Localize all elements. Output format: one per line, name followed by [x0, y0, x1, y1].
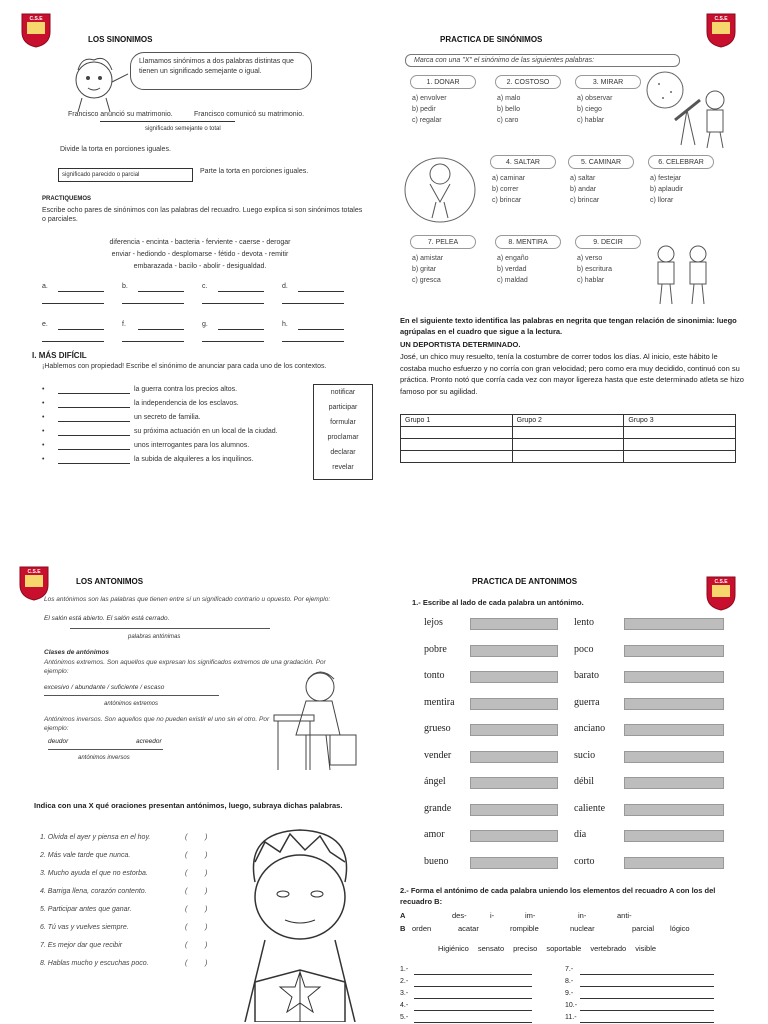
jumping-girl-illustration — [400, 150, 480, 225]
boy-reading-illustration — [225, 822, 375, 1022]
pair-answer-line-1[interactable] — [58, 329, 104, 330]
antonym-answer-box[interactable] — [470, 618, 558, 630]
answer-line[interactable] — [414, 1022, 532, 1023]
antonym-word-left: mentira — [424, 696, 455, 708]
antonimos-definition: Los antónimos son las palabras que tienen entre sí un significado contrario u opuesto. Por ejemplo: — [44, 596, 331, 603]
paren-close: ) — [205, 960, 208, 967]
brace-label-2: antónimos extremos — [104, 701, 159, 707]
antonym-word-right: poco — [574, 643, 594, 655]
difficult-title: MÁS DIFÍCIL — [38, 351, 87, 360]
sentence-text: 4. Barriga llena, corazón contento. — [40, 888, 147, 895]
verb-option: notificar — [330, 389, 356, 396]
clases-title: Clases de antónimos — [44, 649, 110, 656]
synonym-option[interactable]: a) festejar — [650, 175, 682, 182]
synonym-word-card: 3. MIRAR — [575, 75, 641, 89]
antonym-word-right: sucio — [574, 749, 596, 761]
synonym-option[interactable]: c) regalar — [412, 117, 442, 124]
antonym-word-grid — [424, 617, 744, 882]
difficult-instructions: ¡Hablemos con propiedad! Escribe el sinónimo de anunciar para cada uno de los contextos. — [42, 363, 327, 370]
pair-label: e. — [42, 321, 48, 328]
antonym-word-right: corto — [574, 855, 595, 867]
synonym-option[interactable]: a) verso — [577, 255, 603, 262]
synonym-group — [575, 235, 651, 284]
synonym-word-card: 5. CAMINAR — [568, 155, 634, 169]
paren-close: ) — [205, 870, 208, 877]
synonym-word-card: 1. DONAR — [410, 75, 476, 89]
badge-text: C.S.E — [29, 16, 43, 22]
root-word-item: soportable — [546, 944, 582, 953]
synonym-group — [490, 155, 566, 204]
row-a-label: A — [400, 911, 406, 920]
table-cell[interactable] — [401, 451, 513, 463]
antonym-answer-box[interactable] — [624, 618, 724, 630]
antonym-answer-box[interactable] — [470, 698, 558, 710]
antonym-word-right: débil — [574, 776, 594, 787]
synonym-option[interactable]: c) maldad — [497, 277, 528, 284]
synonym-option[interactable]: c) caro — [497, 117, 519, 124]
table-cell[interactable] — [512, 451, 624, 463]
example-sentence-4: Parte la torta en porciones iguales. — [200, 168, 309, 175]
synonym-option[interactable]: b) correr — [492, 186, 519, 193]
verb-option: participar — [328, 404, 358, 411]
pair-answer-line-1[interactable] — [218, 329, 264, 330]
word-list-line-1: diferencia - encinta - bacteria - ferviente - caerse - derogar — [109, 239, 291, 246]
pair-cell — [282, 321, 360, 343]
pair-label: a. — [42, 283, 48, 290]
sentence-item[interactable] — [40, 924, 220, 942]
verb-box — [313, 384, 373, 480]
context-text: un secreto de familia. — [134, 414, 201, 421]
pair-answer-line-1[interactable] — [138, 329, 184, 330]
table-cell[interactable] — [624, 439, 736, 451]
sentence-item[interactable] — [40, 888, 220, 906]
synonym-option[interactable]: c) llorar — [650, 197, 674, 204]
root-word-item: visible — [635, 944, 657, 953]
word-row-b — [400, 924, 740, 933]
paren-close: ) — [205, 888, 208, 895]
mark-instruction: Marca con una "X" el sinónimo de las siguientes palabras: — [405, 54, 680, 67]
antonimos-instruction-1: 1.- Escribe al lado de cada palabra un antónimo. — [412, 598, 584, 607]
pair-answer-line-2[interactable] — [202, 341, 264, 342]
root-word-item: nuclear — [570, 924, 595, 933]
synonym-word-card: 6. CELEBRAR — [648, 155, 714, 169]
practica-sinonimos-title: PRACTICA DE SINÓNIMOS — [440, 35, 543, 44]
synonym-option[interactable]: b) pedir — [412, 106, 436, 113]
table-cell[interactable] — [512, 439, 624, 451]
root-word-item: rompible — [510, 924, 539, 933]
context-answer-line[interactable] — [58, 407, 130, 408]
practice-title: PRACTIQUEMOS — [42, 196, 92, 202]
sentence-text: 2. Más vale tarde que nunca. — [40, 852, 131, 859]
sinonimos-title: LOS SINONIMOS — [88, 35, 153, 44]
inversos-definition: Antónimos inversos. Son aquellos que no pueden existir el uno sin el otro. Por ejemplo: — [44, 716, 270, 732]
antonym-answer-box[interactable] — [624, 645, 724, 657]
sentence-item[interactable] — [40, 960, 220, 978]
pair-answer-line-2[interactable] — [122, 303, 184, 304]
antonym-answer-box[interactable] — [624, 830, 724, 842]
context-item — [42, 386, 312, 400]
school-crest-logo — [705, 12, 737, 48]
antonimos-title: LOS ANTONIMOS — [76, 577, 144, 586]
synonym-word-card: 7. PELEA — [410, 235, 476, 249]
pair-answer-line-2[interactable] — [202, 303, 264, 304]
pair-cell — [202, 321, 280, 343]
antonym-word-left: tonto — [424, 670, 445, 681]
root-word-item: sensato — [477, 944, 505, 953]
group-header-2: Grupo 2 — [512, 415, 624, 427]
group-header-1: Grupo 1 — [401, 415, 513, 427]
synonym-option[interactable]: a) amistar — [412, 255, 444, 262]
prefix-item: i- — [490, 911, 495, 920]
answer-number: 11.- — [565, 1014, 577, 1021]
child-telescope-illustration — [645, 70, 740, 150]
word-row-c — [438, 944, 738, 953]
sentence-list — [40, 834, 220, 978]
bullet: • — [42, 400, 45, 407]
answer-number: 4.- — [400, 1002, 409, 1009]
antonym-answer-box[interactable] — [624, 804, 724, 816]
synonym-option[interactable]: c) hablar — [577, 117, 605, 124]
synonym-option[interactable]: b) aplaudir — [650, 186, 684, 193]
context-answer-line[interactable] — [58, 463, 130, 464]
pair-label: b. — [122, 283, 128, 290]
answer-lines — [400, 966, 740, 1024]
answer-number: 10.- — [565, 1002, 578, 1009]
antonym-answer-box[interactable] — [470, 804, 558, 816]
sentence-item[interactable] — [40, 906, 220, 924]
answer-number: 2.- — [400, 978, 409, 985]
sentence-text: 5. Participar antes que ganar. — [40, 906, 132, 913]
context-item — [42, 414, 312, 428]
context-answer-line[interactable] — [58, 393, 130, 394]
pair-answer-line-1[interactable] — [58, 291, 104, 292]
answer-number: 9.- — [565, 990, 574, 997]
antonym-word-left: bueno — [424, 855, 449, 867]
synonym-group — [568, 155, 644, 204]
groups-table — [400, 414, 736, 463]
antonym-answer-box[interactable] — [470, 751, 558, 763]
practice-instructions: Escribe ocho pares de sinónimos con las palabras del recuadro. Luego explica si son sinónimos totales o parciales. — [42, 207, 363, 224]
antonym-answer-box[interactable] — [624, 777, 724, 789]
synonym-option[interactable]: c) brincar — [570, 197, 600, 204]
synonym-option[interactable]: a) caminar — [492, 175, 526, 182]
synonym-word-card: 2. COSTOSO — [495, 75, 561, 89]
prefix-item: in- — [578, 911, 587, 920]
example-sentence-3: Divide la torta en porciones iguales. — [60, 146, 171, 153]
antonym-answer-box[interactable] — [624, 698, 724, 710]
answer-number: 5.- — [400, 1014, 409, 1021]
sentence-text: 1. Olvida el ayer y piensa en el hoy. — [40, 834, 151, 841]
answer-line[interactable] — [414, 1010, 532, 1011]
boy-thinking-illustration — [62, 52, 132, 112]
antonym-answer-box[interactable] — [470, 724, 558, 736]
example-sentence-1: Francisco anunció su matrimonio. — [68, 111, 173, 118]
example-sentence-2: Francisco comunicó su matrimonio. — [194, 111, 305, 118]
pair-cell — [202, 283, 280, 305]
synonym-option[interactable]: a) malo — [497, 95, 521, 102]
synonym-option[interactable]: b) escritura — [577, 266, 613, 273]
antonym-word-right: caliente — [574, 802, 606, 814]
context-item — [42, 428, 312, 442]
pair-cell — [122, 321, 200, 343]
answer-number: 3.- — [400, 990, 409, 997]
root-word-item: orden — [412, 924, 432, 933]
brace-label-3: antónimos inversos — [78, 755, 130, 761]
pair-answer-line-2[interactable] — [282, 303, 344, 304]
pair-label: g. — [202, 321, 208, 328]
antonym-answer-box[interactable] — [470, 857, 558, 869]
difficult-title-wrap: I. MÁS DIFÍCIL — [32, 351, 87, 360]
synonym-pairs-row-2 — [42, 321, 362, 343]
antonym-word-left: grueso — [424, 723, 451, 734]
context-item — [42, 400, 312, 414]
synonym-option[interactable]: a) saltar — [570, 175, 596, 182]
antonym-answer-box[interactable] — [470, 671, 558, 683]
context-answer-line[interactable] — [58, 421, 130, 422]
antonimos-example: El salón está abierto. El salón está cerrado. — [44, 615, 170, 622]
bullet: • — [42, 442, 45, 449]
example-note-parcial: significado parecido o parcial — [62, 172, 140, 178]
pair-answer-line-2[interactable] — [122, 341, 184, 342]
word-list-line-2: enviar - hediondo - desplomarse - fétido - devota - remitir — [111, 251, 289, 258]
antonym-word-right: lento — [574, 617, 594, 628]
antonym-answer-box[interactable] — [624, 751, 724, 763]
paren-close: ) — [205, 942, 208, 949]
context-text: la independencia de los esclavos. — [134, 400, 239, 407]
paren-close: ) — [205, 852, 208, 859]
answer-number: 8.- — [565, 978, 574, 985]
paren-open: ( — [185, 924, 188, 931]
paren-open: ( — [185, 960, 188, 967]
bullet: • — [42, 456, 45, 463]
story-title: UN DEPORTISTA DETERMINADO. — [400, 340, 521, 349]
practica-antonimos-title: PRACTICA DE ANTONIMOS — [472, 577, 578, 586]
answer-line[interactable] — [580, 986, 714, 987]
paren-open: ( — [185, 870, 188, 877]
badge-text: C.S.E — [27, 569, 41, 575]
antonym-answer-box[interactable] — [624, 671, 724, 683]
context-text: unos interrogantes para los alumnos. — [134, 442, 250, 449]
antonym-word-left: lejos — [424, 617, 443, 628]
extremos-example: excesivo / abundante / suficiente / escaso — [44, 684, 165, 691]
answer-line[interactable] — [580, 974, 714, 975]
answer-line[interactable] — [580, 1010, 714, 1011]
antonym-word-left: grande — [424, 802, 452, 814]
sentence-item[interactable] — [40, 834, 220, 852]
paren-open: ( — [185, 942, 188, 949]
prefix-item: des- — [452, 911, 467, 920]
table-cell[interactable] — [624, 427, 736, 439]
synonym-option[interactable]: c) brincar — [492, 197, 522, 204]
context-list — [42, 386, 312, 470]
sentence-text: 6. Tú vas y vuelves siempre. — [40, 924, 129, 931]
root-word-item: preciso — [513, 944, 538, 953]
school-crest-logo — [20, 12, 52, 48]
synonym-option[interactable]: c) gresca — [412, 277, 441, 284]
synonym-group — [410, 235, 486, 284]
prefix-item: anti- — [617, 911, 632, 920]
antonimos-instruction: Indica con una X qué oraciones presentan antónimos, luego, subraya dichas palabras. — [34, 801, 343, 810]
pair-answer-line-2[interactable] — [42, 341, 104, 342]
context-text: la subida de alquileres a los inquilinos. — [134, 456, 254, 463]
pair-label: f. — [122, 321, 126, 328]
paren-close: ) — [205, 906, 208, 913]
bullet: • — [42, 414, 45, 421]
antonym-word-right: barato — [574, 670, 599, 681]
synonym-option[interactable]: a) engaño — [497, 255, 529, 262]
root-word-item: lógico — [670, 924, 690, 933]
synonym-option[interactable]: a) envolver — [412, 95, 447, 102]
synonym-option[interactable]: b) gritar — [412, 266, 437, 273]
pair-cell — [42, 283, 120, 305]
synonym-option[interactable]: b) verdad — [497, 266, 527, 273]
verb-option: revelar — [332, 464, 354, 471]
paren-close: ) — [205, 924, 208, 931]
synonym-group — [575, 75, 651, 124]
pair-answer-line-1[interactable] — [298, 291, 344, 292]
verb-option: declarar — [330, 449, 356, 456]
table-cell[interactable] — [401, 439, 513, 451]
brace-label-1: palabras antónimas — [128, 634, 181, 640]
pair-answer-line-2[interactable] — [282, 341, 344, 342]
verb-option: formular — [330, 419, 356, 426]
sentence-item[interactable] — [40, 942, 220, 960]
synonym-option[interactable]: a) observar — [577, 95, 613, 102]
antonym-answer-box[interactable] — [470, 777, 558, 789]
school-crest-logo — [705, 575, 737, 611]
paren-close: ) — [205, 834, 208, 841]
antonym-word-left: pobre — [424, 643, 447, 655]
root-word-item: acatar — [458, 924, 479, 933]
antonym-word-right: guerra — [574, 696, 600, 708]
context-item — [42, 442, 312, 456]
paren-open: ( — [185, 852, 188, 859]
text-instructions: En el siguiente texto identifica las palabras en negrita que tengan relación de sinonimia: luego agrúpalas en el cuadro que sigue a la lectura. — [400, 316, 737, 336]
synonym-group — [648, 155, 724, 204]
context-item — [42, 456, 312, 470]
sentence-text: 8. Hablas mucho y escuchas poco. — [40, 960, 149, 967]
answer-line[interactable] — [580, 1022, 714, 1023]
pair-label: d. — [282, 283, 288, 290]
table-cell[interactable] — [624, 451, 736, 463]
paren-open: ( — [185, 888, 188, 895]
sentence-item[interactable] — [40, 852, 220, 870]
pair-cell — [282, 283, 360, 305]
synonym-word-card: 9. DECIR — [575, 235, 641, 249]
badge-text: C.S.E — [714, 579, 728, 585]
synonym-group — [410, 75, 486, 124]
answer-line[interactable] — [414, 974, 532, 975]
inversos-word-a: deudor — [48, 738, 69, 745]
pair-label: h. — [282, 321, 288, 328]
story-text: José, un chico muy resuelto, tenía la costumbre de correr todos los días. Al inicio, este hábito le costaba mucho esfuerzo y no corría con gran velocidad; pero como era muy decidido, continuó con su práctica. Pronto notó que corría cada vez con mayor ligereza hasta que este determinado atleta se hizo famoso por su agilidad. — [400, 352, 744, 396]
verb-option: proclamar — [327, 434, 359, 441]
sentence-item[interactable] — [40, 870, 220, 888]
synonym-group — [495, 235, 571, 284]
root-word-item: vertebrado — [590, 944, 627, 953]
answer-line[interactable] — [414, 998, 532, 999]
root-word-item: parcial — [632, 924, 655, 933]
antonimos-instruction-2: 2.- Forma el antónimo de cada palabra uniendo los elementos del recuadro A con los del recuadro B: — [400, 886, 716, 906]
row-b-label: B — [400, 924, 406, 933]
pair-cell — [122, 283, 200, 305]
antonym-word-right: día — [574, 829, 587, 840]
boys-talking-illustration — [648, 242, 718, 307]
inversos-word-b: acreedor — [136, 738, 162, 745]
antonym-word-left: amor — [424, 829, 445, 840]
prefix-item: im- — [525, 911, 536, 920]
context-text: su próxima actuación en un local de la ciudad. — [134, 428, 278, 435]
answer-line[interactable] — [580, 998, 714, 999]
synonym-word-card: 8. MENTIRA — [495, 235, 561, 249]
synonym-group — [495, 75, 571, 124]
context-answer-line[interactable] — [58, 435, 130, 436]
context-answer-line[interactable] — [58, 449, 130, 450]
root-word-item: Higiénico — [438, 944, 469, 953]
synonym-pairs-row-1 — [42, 283, 362, 305]
pair-answer-line-1[interactable] — [218, 291, 264, 292]
bullet: • — [42, 386, 45, 393]
antonym-answer-box[interactable] — [470, 830, 558, 842]
answer-line[interactable] — [414, 986, 532, 987]
sentence-text: 3. Mucho ayuda el que no estorba. — [40, 870, 148, 877]
synonym-option[interactable]: b) ciego — [577, 106, 602, 113]
paren-open: ( — [185, 906, 188, 913]
antonym-answer-box[interactable] — [624, 857, 724, 869]
synonym-option[interactable]: b) andar — [570, 186, 597, 193]
prefix-row-a — [400, 911, 740, 920]
paren-open: ( — [185, 834, 188, 841]
word-list-line-3: embarazada - bacilo - abolir - desigualdad. — [133, 263, 267, 270]
extremos-definition: Antónimos extremos. Son aquellos que expresan los significados extremos de una gradación. Por ejemplo: — [44, 659, 326, 675]
synonym-option[interactable]: c) hablar — [577, 277, 605, 284]
bullet: • — [42, 428, 45, 435]
table-cell[interactable] — [401, 427, 513, 439]
antonym-word-left: ángel — [424, 776, 446, 787]
pair-label: c. — [202, 283, 208, 290]
pair-answer-line-1[interactable] — [298, 329, 344, 330]
synonym-word-card: 4. SALTAR — [490, 155, 556, 169]
pair-cell — [42, 321, 120, 343]
antonym-word-right: anciano — [574, 723, 606, 734]
badge-text: C.S.E — [714, 16, 728, 22]
student-desk-illustration — [270, 665, 360, 775]
synonym-option[interactable]: b) bello — [497, 106, 520, 113]
antonym-word-left: vender — [424, 749, 452, 761]
answer-number: 7.- — [565, 966, 574, 973]
example-note-total: significado semejante o total — [145, 126, 221, 132]
pair-answer-line-2[interactable] — [42, 303, 104, 304]
sentence-text: 7. Es mejor dar que recibir — [40, 942, 123, 949]
antonym-answer-box[interactable] — [470, 645, 558, 657]
group-header-3: Grupo 3 — [624, 415, 736, 427]
answer-number: 1.- — [400, 966, 409, 973]
pair-answer-line-1[interactable] — [138, 291, 184, 292]
table-cell[interactable] — [512, 427, 624, 439]
definition-bubble: Llamamos sinónimos a dos palabras distintas que tienen un significado semejante o igual. — [130, 52, 312, 90]
antonym-answer-box[interactable] — [624, 724, 724, 736]
context-text: la guerra contra los precios altos. — [134, 386, 238, 393]
